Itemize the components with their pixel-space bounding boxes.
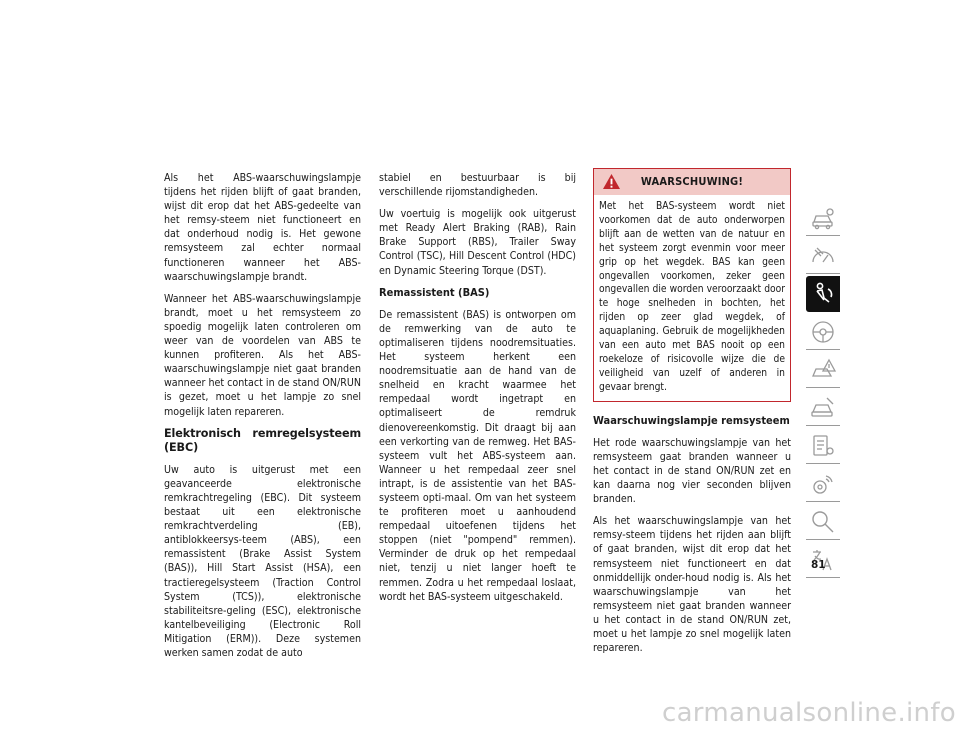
roadside-emergency-icon [809,356,837,384]
paragraph: Uw auto is uitgerust met een geavanceerde elektronische remkrachtregeling (EBC). Dit systeem bestaat uit een elektronische remkrachtverdeling (EB), antiblokkeersys-teem (ABS), een remassistent (Brake Assist System (BAS)), Hill Start Assist (HSA), een tractieregelsysteem (Traction Control System (TCS)), elektronische stabiliteitsre-geling (ESC), elektronische kantelbeveiliging (Electronic Roll Mitigation (ERM)). Deze systemen werken samen zodat de auto [164,463,361,659]
text-column-1 [164,171,361,668]
warning-triangle-icon [602,173,621,190]
tab-steering-wheel[interactable] [806,314,840,350]
instrument-cluster-icon [809,242,837,270]
warning-header [594,169,790,195]
paragraph: Wanneer het ABS-waarschuwingslampje brandt, moet u het remsysteem zo spoedig mogelijk laten controleren om weer van de voordelen van ABS te kunnen profiteren. Als het ABS-waarschuwingslampje niet gaat branden wanneer het contact in de stand ON/RUN is gezet, moet u het lampje zo snel mogelijk laten repareren. [164,292,361,418]
section-heading-bas: Remassistent (BAS) [379,285,490,299]
section-heading-brake-lamp: Waarschuwingslampje remsysteem [593,413,790,427]
paragraph: Het rode waarschuwingslampje van het remsysteem gaat branden wanneer u het contact in de stand ON/RUN zet en kan daarna nog vier seconden blijven branden. [593,436,791,506]
paragraph: De remassistent (BAS) is ontworpen om de remwerking van de auto te optimaliseren tijdens noodremsituaties. Het systeem herkent een noodremsituatie aan de hand van de snelheid en kracht waarmee het rempedaal wordt ingetrapt en optimaliseert de remdruk dienovereenkomstig. Dit draagt bij aan een verkorting van de remweg. Het BAS-systeem vult het ABS-systeem aan. Wanneer u het rempedaal zeer snel intrapt, is de assistentie van het BAS-systeem opti-maal. Om van het systeem te profiteren moet u aanhoudend rempedaal uitoefenen tijdens het stoppen (niet "pompend" remmen). Verminder de druk op het rempedaal niet, tenzij u niet langer hoeft te remmen. Zodra u het rempedaal loslaat, wordt het BAS-systeem uitgeschakeld. [379,308,576,603]
tab-specifications[interactable] [806,428,840,464]
page-number: 81 [811,559,826,571]
steering-wheel-icon [809,318,837,346]
warning-title: WAARSCHUWING! [640,174,744,188]
paragraph: Als het ABS-waarschuwingslampje tijdens het rijden blijft of gaat branden, wijst dit erop dat het ABS-gedeelte van het remsy-steem niet functioneert en dat onderhoud nodig is. Het gewone remsysteem zal echter normaal functioneren wanneer het ABS-waarschuwingslampje brandt. [164,172,361,283]
text-column-3 [593,168,791,663]
tab-roadside-emergency[interactable] [806,352,840,388]
tab-instrument-cluster[interactable] [806,238,840,274]
paragraph: stabiel en bestuurbaar is bij verschillende rijomstandigheden. [379,172,576,199]
warning-box [593,168,791,402]
warning-text: Met het BAS-systeem wordt niet voorkomen dat de auto onderworpen blijft aan de wetten van de natuur en het systeem zorgt evenmin voor meer grip op het wegdek. BAS kan geen ongevallen voorkomen, zeker geen ongevallen die worden veroorzaakt door te hoge snelheden in bochten, het rijden op zeer glad wegdek, of aquaplaning. Gebruik de mogelijkheden van een auto met BAS nooit op een roekeloze of risicovolle wijze die de veiligheid van uzelf of anderen in gevaar brengt. [599,201,785,393]
multimedia-icon [809,470,837,498]
tab-car-info[interactable] [806,200,840,236]
car-info-icon [809,204,837,232]
index-search-icon [809,508,837,536]
tab-index-search[interactable] [806,504,840,540]
tab-service-car[interactable] [806,390,840,426]
section-heading-ebc: Elektronisch remregelsysteem (EBC) [164,426,361,454]
paragraph: Als het waarschuwingslampje van het remsy-steem tijdens het rijden aan blijft of gaat branden, wijst dit erop dat het remsysteem niet functioneert en dat onmiddellijk onder-houd nodig is. Als het waarschuwingslampje van het remsysteem niet gaat branden wanneer u het contact in de stand ON/RUN zet, moet u het lampje zo snel mogelijk laten repareren. [593,515,791,655]
tab-seatbelt-airbag[interactable] [806,276,840,312]
text-column-2 [379,171,576,612]
service-car-icon [809,394,837,422]
warning-body [594,195,790,401]
watermark: carmanualsonline.info [661,698,956,728]
paragraph: Uw voertuig is mogelijk ook uitgerust met Ready Alert Braking (RAB), Rain Brake Support (RBS), Trailer Sway Control (TSC), Hill Descent Control (HDC) en Dynamic Steering Torque (DST). [379,208,576,277]
specifications-icon [809,432,837,460]
tab-multimedia[interactable] [806,466,840,502]
chapter-tab-sidebar [806,200,840,580]
seatbelt-airbag-icon [809,280,837,308]
